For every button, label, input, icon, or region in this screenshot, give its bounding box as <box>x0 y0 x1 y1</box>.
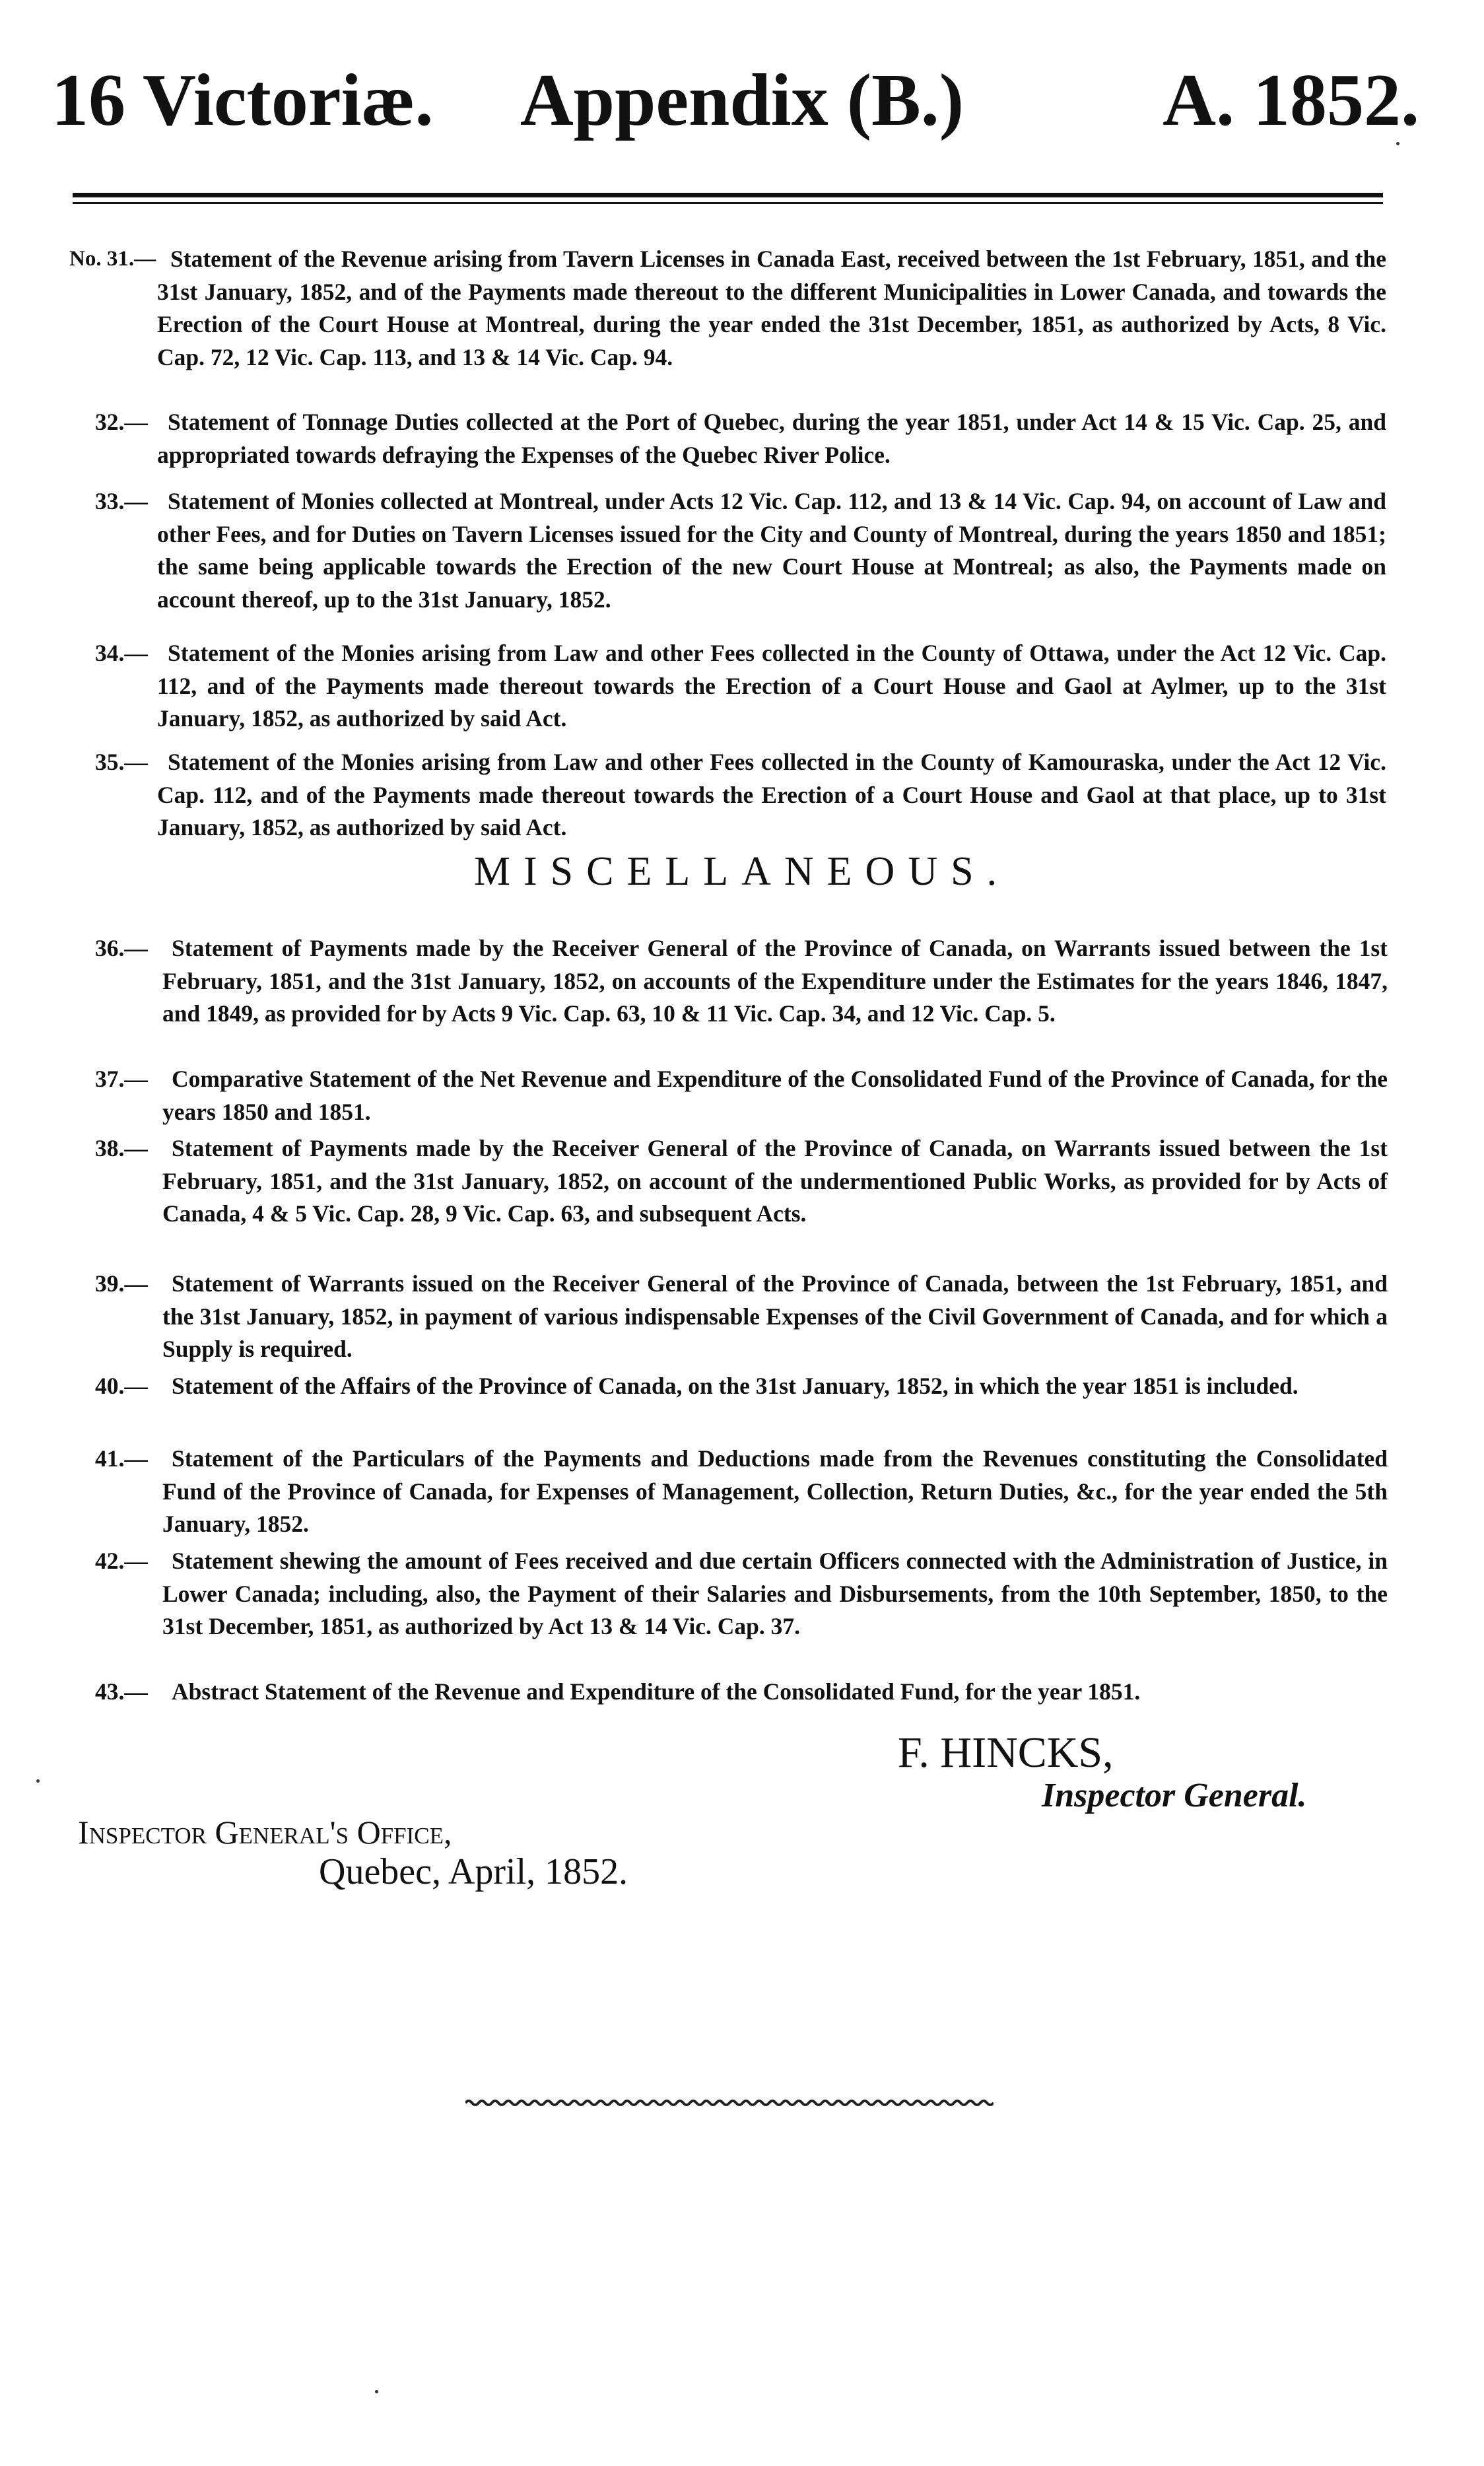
list-item <box>95 1676 1388 1709</box>
list-item <box>95 406 1386 471</box>
item-text: Statement of Monies collected at Montreal, under Acts 12 Vic. Cap. 112, and 13 & 14 Vic. Cap. 94, on account of Law and other Fees, and for Duties on Tavern Licenses issued for the City and County of Montreal, during the years 1850 and 1851; the same being applicable towards the Erection of the new Court House at Montreal; as also, the Payments made on account thereof, up to the 31st January, 1852. <box>157 488 1386 613</box>
item-number: 33.— <box>95 488 148 514</box>
list-item <box>95 637 1386 736</box>
item-number: 40.— <box>95 1373 148 1399</box>
list-item <box>95 1268 1388 1366</box>
list-item <box>95 485 1386 616</box>
item-text: Statement of the Revenue arising from Tavern Licenses in Canada East, received between the 1st February, 1851, and the 31st January, 1852, and of the Payments made thereout to the different Municipalities in Lower Canada, and towards the Erection of the Court House at Montreal, during the year ended the 31st December, 1851, as authorized by Acts, 8 Vic. Cap. 72, 12 Vic. Cap. 113, and 13 & 14 Vic. Cap. 94. <box>157 246 1386 370</box>
appendix-title: Appendix (B.) <box>520 59 964 141</box>
item-text: Statement of Warrants issued on the Receiver General of the Province of Canada, between the 1st February, 1851, and the 31st January, 1852, in payment of various indispensable Expenses of the Civil Government of Canada, and for which a Supply is required. <box>162 1270 1388 1362</box>
item-text: Statement of Payments made by the Receiver General of the Province of Canada, on Warrants issued between the 1st February, 1851, and the 31st January, 1852, on accounts of the Expenditure under the Estimates for the years 1846, 1847, and 1849, as provided for by Acts 9 Vic. Cap. 63, 10 & 11 Vic. Cap. 34, and 12 Vic. Cap. 5. <box>162 935 1388 1027</box>
signatory-name: F. HINCKS, <box>898 1729 1114 1777</box>
page-header <box>0 61 1484 140</box>
item-number: 43.— <box>95 1678 148 1705</box>
item-number: 36.— <box>95 935 148 961</box>
item-text: Statement shewing the amount of Fees received and due certain Officers connected with the Administration of Justice, in Lower Canada; including, also, the Payment of their Salaries and Disbursements, from the 10th September, 1850, to the 31st December, 1851, as authorized by Act 13 & 14 Vic. Cap. 37. <box>162 1548 1388 1639</box>
year-label: A. 1852. <box>1163 59 1419 141</box>
item-number: 37.— <box>95 1066 148 1092</box>
item-number: 39.— <box>95 1270 148 1297</box>
item-text: Abstract Statement of the Revenue and Expenditure of the Consolidated Fund, for the year 1851. <box>172 1678 1141 1705</box>
item-text: Statement of the Monies arising from Law and other Fees collected in the County of Kamouraska, under the Act 12 Vic. Cap. 112, and of the Payments made thereout towards the Erection of a Court House and Gaol at that place, up to 31st January, 1852, as authorized by said Act. <box>157 749 1386 840</box>
list-item <box>95 746 1386 844</box>
section-title: MISCELLANEOUS. <box>473 849 1011 894</box>
item-number: 41.— <box>95 1445 148 1472</box>
header-rule-thin <box>73 202 1383 204</box>
print-speck <box>375 2390 378 2393</box>
list-item <box>95 1370 1388 1403</box>
item-text: Statement of the Affairs of the Province of Canada, on the 31st January, 1852, in which the year 1851 is included. <box>172 1373 1298 1399</box>
item-text: Statement of Payments made by the Receiver General of the Province of Canada, on Warrants issued between the 1st February, 1851, and the 31st January, 1852, on account of the undermentioned Public Works, as provided for by Acts of Canada, 4 & 5 Vic. Cap. 28, 9 Vic. Cap. 63, and subsequent Acts. <box>162 1135 1388 1227</box>
item-number: 32.— <box>95 409 148 435</box>
list-item <box>95 932 1388 1031</box>
list-item <box>95 1063 1388 1128</box>
print-speck <box>36 1779 40 1783</box>
header-rule-thick <box>73 193 1383 197</box>
signatory-title: Inspector General. <box>1042 1777 1307 1814</box>
item-text: Statement of Tonnage Duties collected at the Port of Quebec, during the year 1851, under Act 14 & 15 Vic. Cap. 25, and appropriated towards defraying the Expenses of the Quebec River Police. <box>157 409 1386 468</box>
place-date: Quebec, April, 1852. <box>319 1851 628 1892</box>
item-number: 42.— <box>95 1548 148 1574</box>
office-name: Inspector General's Office, <box>78 1814 452 1851</box>
print-speck <box>1396 142 1400 145</box>
list-item <box>95 1132 1388 1231</box>
list-item <box>69 243 1386 374</box>
item-text: Statement of the Particulars of the Payments and Deductions made from the Revenues constituting the Consolidated Fund of the Province of Canada, for Expenses of Management, Collection, Return Duties, &c., for the year ended the 5th January, 1852. <box>162 1445 1388 1537</box>
item-number: No. 31.— <box>69 247 156 271</box>
item-number: 34.— <box>95 640 148 666</box>
item-text: Statement of the Monies arising from Law and other Fees collected in the County of Ottawa, under the Act 12 Vic. Cap. 112, and of the Payments made thereout towards the Erection of a Court House and Gaol at Aylmer, up to the 31st January, 1852, as authorized by said Act. <box>157 640 1386 732</box>
list-item <box>95 1545 1388 1643</box>
ornamental-divider <box>465 2096 994 2109</box>
item-number: 35.— <box>95 749 148 775</box>
item-number: 38.— <box>95 1135 148 1161</box>
list-item <box>95 1443 1388 1541</box>
regnal-year: 16 Victoriæ. <box>51 59 434 141</box>
item-text: Comparative Statement of the Net Revenue and Expenditure of the Consolidated Fund of the Province of Canada, for the years 1850 and 1851. <box>162 1066 1388 1125</box>
